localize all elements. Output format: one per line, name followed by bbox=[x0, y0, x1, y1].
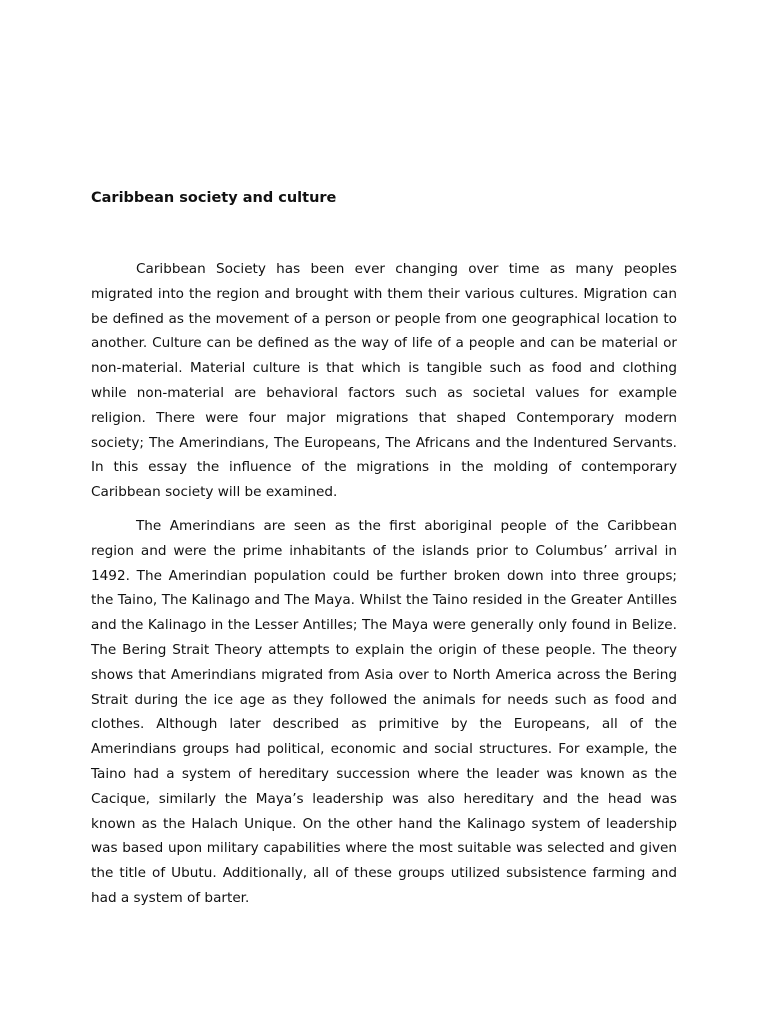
document-body bbox=[91, 257, 677, 920]
paragraph-introduction: Caribbean Society has been ever changing over time as many peoples migrated into the region and brought with them their various cultures. Migration can be defined as the movement of a person or people from one geographical location to another. Culture can be defined as the way of life of a people and can be material or non-material. Material culture is that which is tangible such as food and clothing while non-material are behavioral factors such as societal values for example religion. There were four major migrations that shaped Contemporary modern society; The Amerindians, The Europeans, The Africans and the Indentured Servants. In this essay the influence of the migrations in the molding of contemporary Caribbean society will be examined. bbox=[91, 261, 677, 501]
paragraph-amerindians: The Amerindians are seen as the first aboriginal people of the Caribbean region and were the prime inhabitants of the islands prior to Columbus’ arrival in 1492. The Amerindian population could be further broken down into three groups; the Taino, The Kalinago and The Maya. Whilst the Taino resided in the Greater Antilles and the Kalinago in the Lesser Antilles; The Maya were generally only found in Belize. The Bering Strait Theory attempts to explain the origin of these people. The theory shows that Amerindians migrated from Asia over to North America across the Bering Strait during the ice age as they followed the animals for needs such as food and clothes. Although later described as primitive by the Europeans, all of the Amerindians groups had political, economic and social structures. For example, the Taino had a system of hereditary succession where the leader was known as the Cacique, similarly the Maya’s leadership was also hereditary and the head was known as the Halach Unique. On the other hand the Kalinago system of leadership was based upon military capabilities where the most suitable was selected and given the title of Ubutu. Additionally, all of these groups utilized subsistence farming and had a system of barter. bbox=[91, 517, 677, 906]
document-title: Caribbean society and culture bbox=[91, 190, 337, 206]
